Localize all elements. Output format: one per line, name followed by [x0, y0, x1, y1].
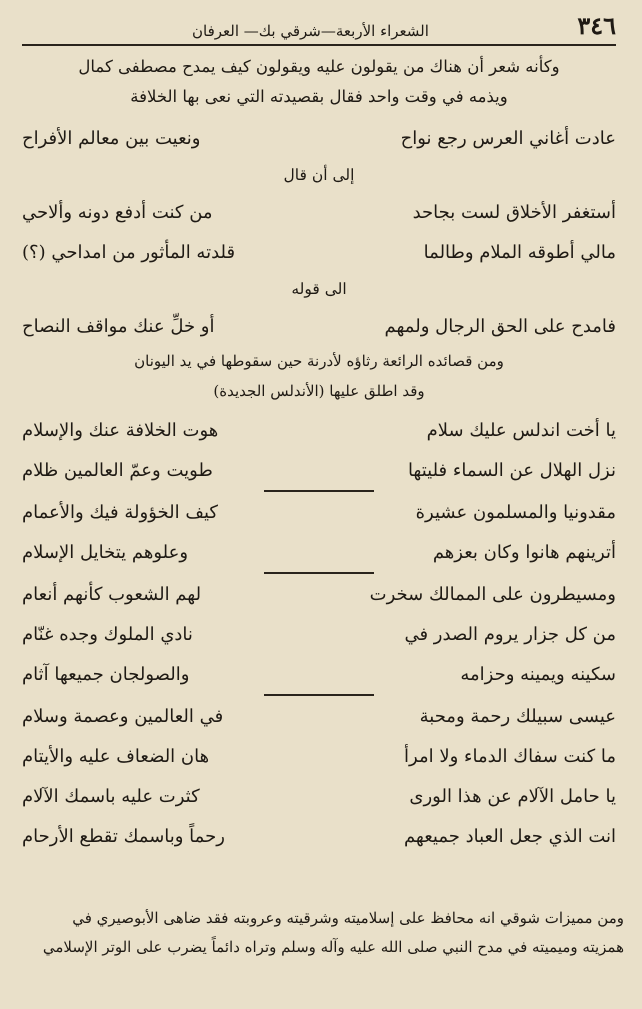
verse-second-hemistich: وعلوهم يتخايل الإسلام	[22, 541, 189, 563]
verse-first-hemistich: مقدونيا والمسلمون عشيرة	[415, 501, 616, 523]
verse-line	[22, 450, 616, 490]
page-number: ٣٤٦	[577, 11, 616, 40]
verse-second-hemistich: في العالمين وعصمة وسلام	[22, 705, 224, 727]
verse-second-hemistich: هوت الخلافة عنك والإسلام	[22, 419, 219, 441]
verse-line	[22, 654, 616, 694]
verse-line	[22, 816, 616, 856]
prose-line: وقد اطلق عليها (الأندلس الجديدة)	[213, 382, 425, 400]
footer-paragraph	[16, 904, 624, 962]
verse-line	[22, 776, 616, 816]
verse-first-hemistich: يا أخت اندلس عليك سلام	[426, 419, 616, 441]
verse-first-hemistich: ما كنت سفاك الدماء ولا امرأ	[404, 745, 616, 767]
verse-line	[22, 232, 616, 272]
verse-second-hemistich: أو خلِّ عنك مواقف النصاح	[22, 315, 215, 337]
verse-line	[22, 574, 616, 614]
verse-first-hemistich: فامدح على الحق الرجال ولمهم	[384, 315, 616, 337]
verse-first-hemistich: أترينهم هانوا وكان بعزهم	[432, 541, 616, 563]
running-title: الشعراء الأربعة—شرقي بك— العرفان	[192, 22, 429, 40]
verse-first-hemistich: سكينه ويمينه وحزامه	[460, 663, 616, 685]
verse-line	[22, 492, 616, 532]
verse-second-hemistich: رحماً وباسمك تقطع الأرحام	[22, 825, 225, 847]
verse-first-hemistich: عادت أغاني العرس رجع نواح	[400, 127, 616, 149]
footer-line: همزيته وميميته في مدح النبي صلى الله عليه وآله وسلم وتراه دائماً يضرب على الوتر الإسلامي	[42, 938, 624, 956]
verse-line	[22, 410, 616, 450]
verse-second-hemistich: ونعيت بين معالم الأفراح	[22, 127, 201, 149]
verse-second-hemistich: من كنت أدفع دونه وألاحي	[22, 201, 213, 223]
intro-line: وكأنه شعر أن هناك من يقولون عليه ويقولون كيف يمدح مصطفى كمال	[78, 57, 560, 76]
verse-first-hemistich: ومسيطرون على الممالك سخرت	[369, 583, 616, 605]
verse-second-hemistich: كثرت عليه باسمك الآلام	[22, 785, 200, 807]
connector-text: إلى أن قال	[283, 166, 355, 184]
verse-first-hemistich: من كل جزار يروم الصدر في	[404, 623, 616, 645]
verse-first-hemistich: انت الذي جعل العباد جميعهم	[403, 825, 616, 847]
verse-first-hemistich: نزل الهلال عن السماء فليتها	[407, 459, 616, 481]
verse-line	[22, 306, 616, 346]
verse-line	[22, 614, 616, 654]
verse-line	[22, 736, 616, 776]
verse-second-hemistich: نادي الملوك وجده غنّام	[22, 623, 193, 645]
verse-first-hemistich: أستغفر الأخلاق لست بجاحد	[412, 201, 616, 223]
verse-line	[22, 118, 616, 158]
verse-line	[22, 192, 616, 232]
verse-second-hemistich: والصولجان جميعها آثام	[22, 663, 190, 685]
prose-line: ومن قصائده الرائعة رثاؤه لأدرنة حين سقوطها في يد اليونان	[134, 352, 504, 370]
page-header	[22, 10, 616, 46]
verse-first-hemistich: مالي أطوقه الملام وطالما	[423, 241, 616, 263]
verse-line	[22, 696, 616, 736]
verse-second-hemistich: قلدته المأثور من امداحي (؟)	[22, 241, 236, 263]
verse-second-hemistich: لهم الشعوب كأنهم أنعام	[22, 583, 202, 605]
footer-line: ومن مميزات شوقي انه محافظ على إسلاميته وشرقيته وعروبته فقد ضاهى الأبوصيري في	[72, 909, 624, 927]
verse-first-hemistich: عيسى سبيلك رحمة ومحبة	[419, 705, 616, 727]
connector-text: الى قوله	[291, 280, 347, 298]
verse-first-hemistich: يا حامل الآلام عن هذا الورى	[409, 785, 616, 807]
verse-line	[22, 532, 616, 572]
verse-second-hemistich: هان الضعاف عليه والأيتام	[22, 745, 210, 767]
verse-second-hemistich: كيف الخؤولة فيك والأعمام	[22, 501, 218, 523]
intro-line: ويذمه في وقت واحد فقال بقصيدته التي نعى بها الخلافة	[130, 87, 508, 106]
verse-second-hemistich: طويت وعمّ العالمين ظلام	[22, 459, 213, 481]
